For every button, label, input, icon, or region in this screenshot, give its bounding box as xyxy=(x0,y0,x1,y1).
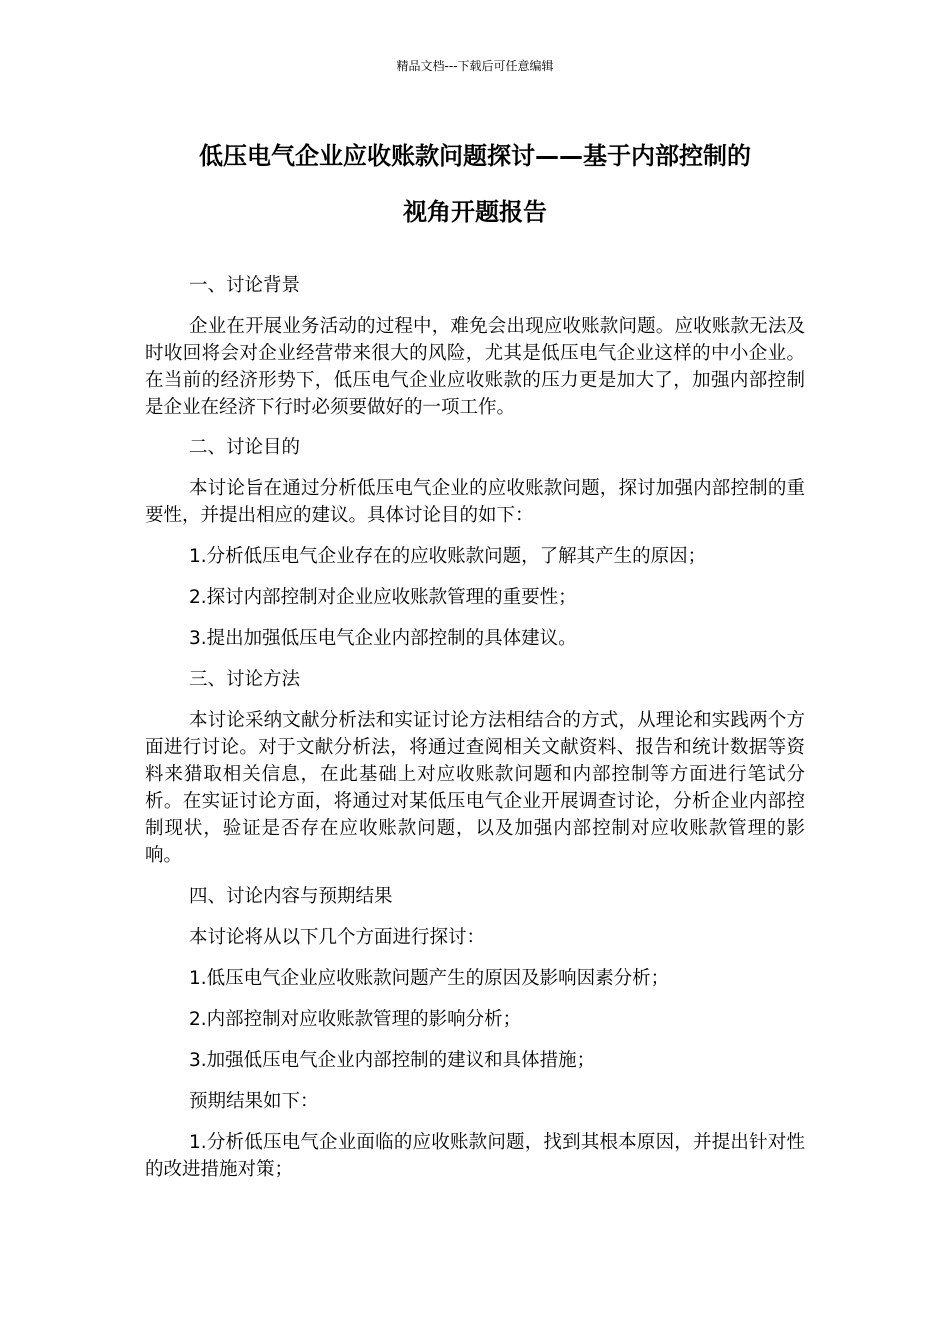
section-heading-purpose: 二、讨论目的 xyxy=(189,437,301,458)
section-heading-content: 四、讨论内容与预期结果 xyxy=(189,886,393,907)
paragraph-method: 本讨论采纳文献分析法和实证讨论方法相结合的方式，从理论和实践两个方面进行讨论。对于文献分析法，将通过查阅相关文献资料、报告和统计数据等资料来猎取相关信息，在此基础上对应收账款问题和内部控制等方面进行笔试分析。在实证讨论方面，将通过对某低压电气企业开展调查讨论，分析企业内部控制现状，验证是否存在应收账款问题，以及加强内部控制对应收账款管理的影响。 xyxy=(145,710,805,866)
section-heading-method: 三、讨论方法 xyxy=(189,669,301,690)
paragraph-content-intro: 本讨论将从以下几个方面进行探讨： xyxy=(189,927,486,948)
list-item-content-2: 2.内部控制对应收账款管理的影响分析； xyxy=(189,1009,522,1030)
header-note: 精品文档---下载后可任意编辑 xyxy=(396,59,554,73)
list-item-purpose-3: 3.提出加强低压电气企业内部控制的具体建议。 xyxy=(189,628,577,649)
list-item-content-1: 1.低压电气企业应收账款问题产生的原因及影响因素分析； xyxy=(189,968,670,989)
document-title-line-2: 视角开题报告 xyxy=(403,198,547,226)
list-item-purpose-1: 1.分析低压电气企业存在的应收账款问题，了解其产生的原因； xyxy=(189,546,707,567)
section-heading-background: 一、讨论背景 xyxy=(189,275,301,296)
paragraph-background: 企业在开展业务活动的过程中，难免会出现应收账款问题。应收账款无法及时收回将会对企业经营带来很大的风险，尤其是低压电气企业这样的中小企业。在当前的经济形势下，低压电气企业应收账款的压力更是加大了，加强内部控制是企业在经济下行时必须要做好的一项工作。 xyxy=(145,316,805,418)
document-body xyxy=(145,272,805,1183)
paragraph-purpose: 本讨论旨在通过分析低压电气企业的应收账款问题，探讨加强内部控制的重要性，并提出相应的建议。具体讨论目的如下： xyxy=(145,478,805,526)
list-item-expected-1: 1.分析低压电气企业面临的应收账款问题，找到其根本原因，并提出针对性的改进措施对策； xyxy=(145,1132,805,1180)
paragraph-expected-intro: 预期结果如下： xyxy=(189,1091,319,1112)
list-item-purpose-2: 2.探讨内部控制对企业应收账款管理的重要性； xyxy=(189,587,577,608)
document-title-line-1: 低压电气企业应收账款问题探讨——基于内部控制的 xyxy=(199,142,751,170)
list-item-content-3: 3.加强低压电气企业内部控制的建议和具体措施； xyxy=(189,1050,596,1071)
